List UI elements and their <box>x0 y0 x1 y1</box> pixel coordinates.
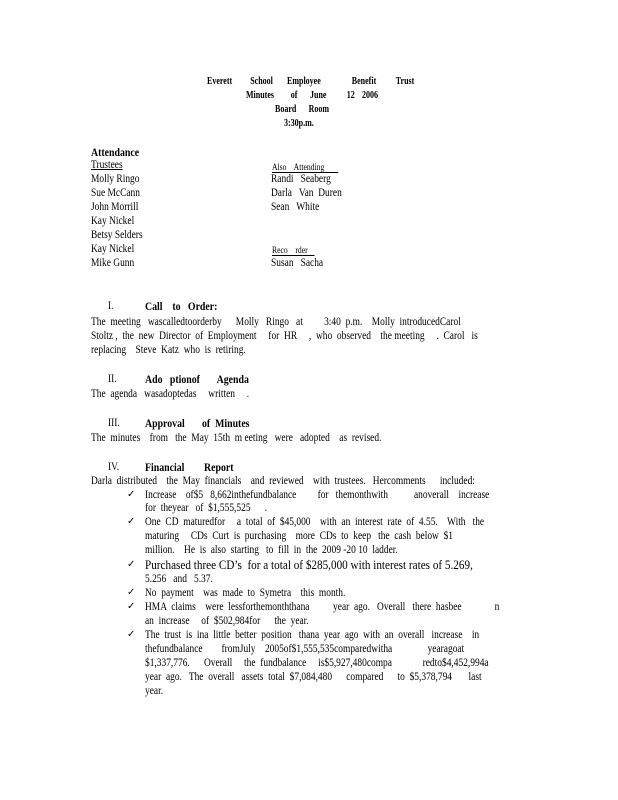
bullet-line: an increase of $502,984for the year. <box>145 615 309 627</box>
section-title: Approval of Minutes <box>145 416 250 430</box>
header-word: Everett <box>207 76 233 87</box>
bullet-line: 5.256 and 5.37. <box>145 573 213 585</box>
paragraph-line: The minutes from the May 15th m eeting were adopted as revised. <box>91 432 382 444</box>
header-word: Benefit <box>351 76 377 87</box>
trustee-name: John Morrill <box>91 201 139 213</box>
header-time: 3:30p.m. <box>284 118 314 129</box>
paragraph-line: The meeting wascalledtoorderby Molly Ringo at 3:40 p.m. Molly introducedCarol <box>91 316 461 328</box>
bullet-line: maturing CDs Curt is purchasing more CDs to keep the cash below $1 <box>145 530 454 542</box>
header-word: 12 <box>346 90 355 101</box>
section-title: Financial Report <box>145 460 234 474</box>
trustee-name: Betsy Selders <box>91 229 143 241</box>
bullet-line: Purchased three CD’s for a total of $285,000 with interest rates of 5.269, <box>145 557 473 572</box>
header-word: of <box>290 90 298 101</box>
trustee-name: Molly Ringo <box>91 173 140 185</box>
bullet-line: HMA claims were lessforthemonththana year ago. Overall there hasbee n <box>145 601 500 613</box>
trustee-name: Mike Gunn <box>91 257 135 269</box>
paragraph-line: replacing Steve Katz who is retiring. <box>91 344 246 356</box>
checkmark-icon: ✓ <box>127 489 136 500</box>
also-attending-name: Darla Van Duren <box>271 187 342 199</box>
bullet-line: No payment was made to Symetra this month. <box>145 587 346 599</box>
attendance-heading: Attendance <box>91 145 140 159</box>
bullet-line: for theyear of $1,555,525 . <box>145 502 268 514</box>
checkmark-icon: ✓ <box>127 587 136 598</box>
header-word: Trust <box>395 76 415 87</box>
header-word: Board <box>275 104 297 115</box>
bullet-line: One CD maturedfor a total of $45,000 with an interest rate of 4.55. With the <box>145 516 485 528</box>
bullet-line: million. He is also starting to fill in the 2009 -20 10 ladder. <box>145 544 398 556</box>
also-attending-name: Sean White <box>271 201 320 213</box>
section-number: II. <box>108 373 117 385</box>
bullet-line: $1,337,776. Overall the fundbalance is$5,927,480compa redto$4,452,994a <box>145 657 489 669</box>
trustee-name: Kay Nickel <box>91 243 135 255</box>
header-word: 2006 <box>362 90 378 101</box>
paragraph-line: Darla distributed the May financials and reviewed with trustees. Hercomments included: <box>91 475 475 487</box>
recorder-label: Reco rder <box>272 245 315 256</box>
trustees-label: Trustees <box>91 159 123 171</box>
bullet-line: The trust is ina little better position thana year ago with an overall increase in <box>145 629 480 641</box>
trustee-name: Kay Nickel <box>91 215 135 227</box>
header-word: Employee <box>287 76 321 87</box>
checkmark-icon: ✓ <box>127 516 136 527</box>
also-attending-name: Randi Seaberg <box>271 173 331 185</box>
header-word: June <box>310 90 327 101</box>
section-title: Call to Order: <box>145 299 218 313</box>
trustee-name: Sue McCann <box>91 187 140 199</box>
checkmark-icon: ✓ <box>127 601 136 612</box>
bullet-line: thefundbalance fromJuly 2005of$1,555,535comparedwitha yearagoat <box>145 643 465 655</box>
checkmark-icon: ✓ <box>127 559 136 570</box>
bullet-line: Increase of$5 8,662inthefundbalance for themonthwith anoverall increase <box>145 489 490 501</box>
paragraph-line: The agenda wasadoptedas written . <box>91 388 250 400</box>
bullet-line: year ago. The overall assets total $7,084,480 compared to $5,378,794 last <box>145 671 482 683</box>
checkmark-icon: ✓ <box>127 629 136 640</box>
section-number: I. <box>108 300 114 312</box>
header-word: Minutes <box>246 90 274 101</box>
also-attending-label: Also Attending <box>272 162 338 173</box>
bullet-line: year. <box>145 685 164 697</box>
section-number: III. <box>108 417 120 429</box>
section-title: Ado ptionof Agenda <box>145 372 249 386</box>
header-word: Room <box>308 104 330 115</box>
header-word: School <box>250 76 273 87</box>
recorder-name: Susan Sacha <box>271 257 324 269</box>
paragraph-line: Stoltz , the new Director of Employment for HR , who observed the meeting . Carol is <box>91 330 478 342</box>
section-number: IV. <box>108 461 120 473</box>
